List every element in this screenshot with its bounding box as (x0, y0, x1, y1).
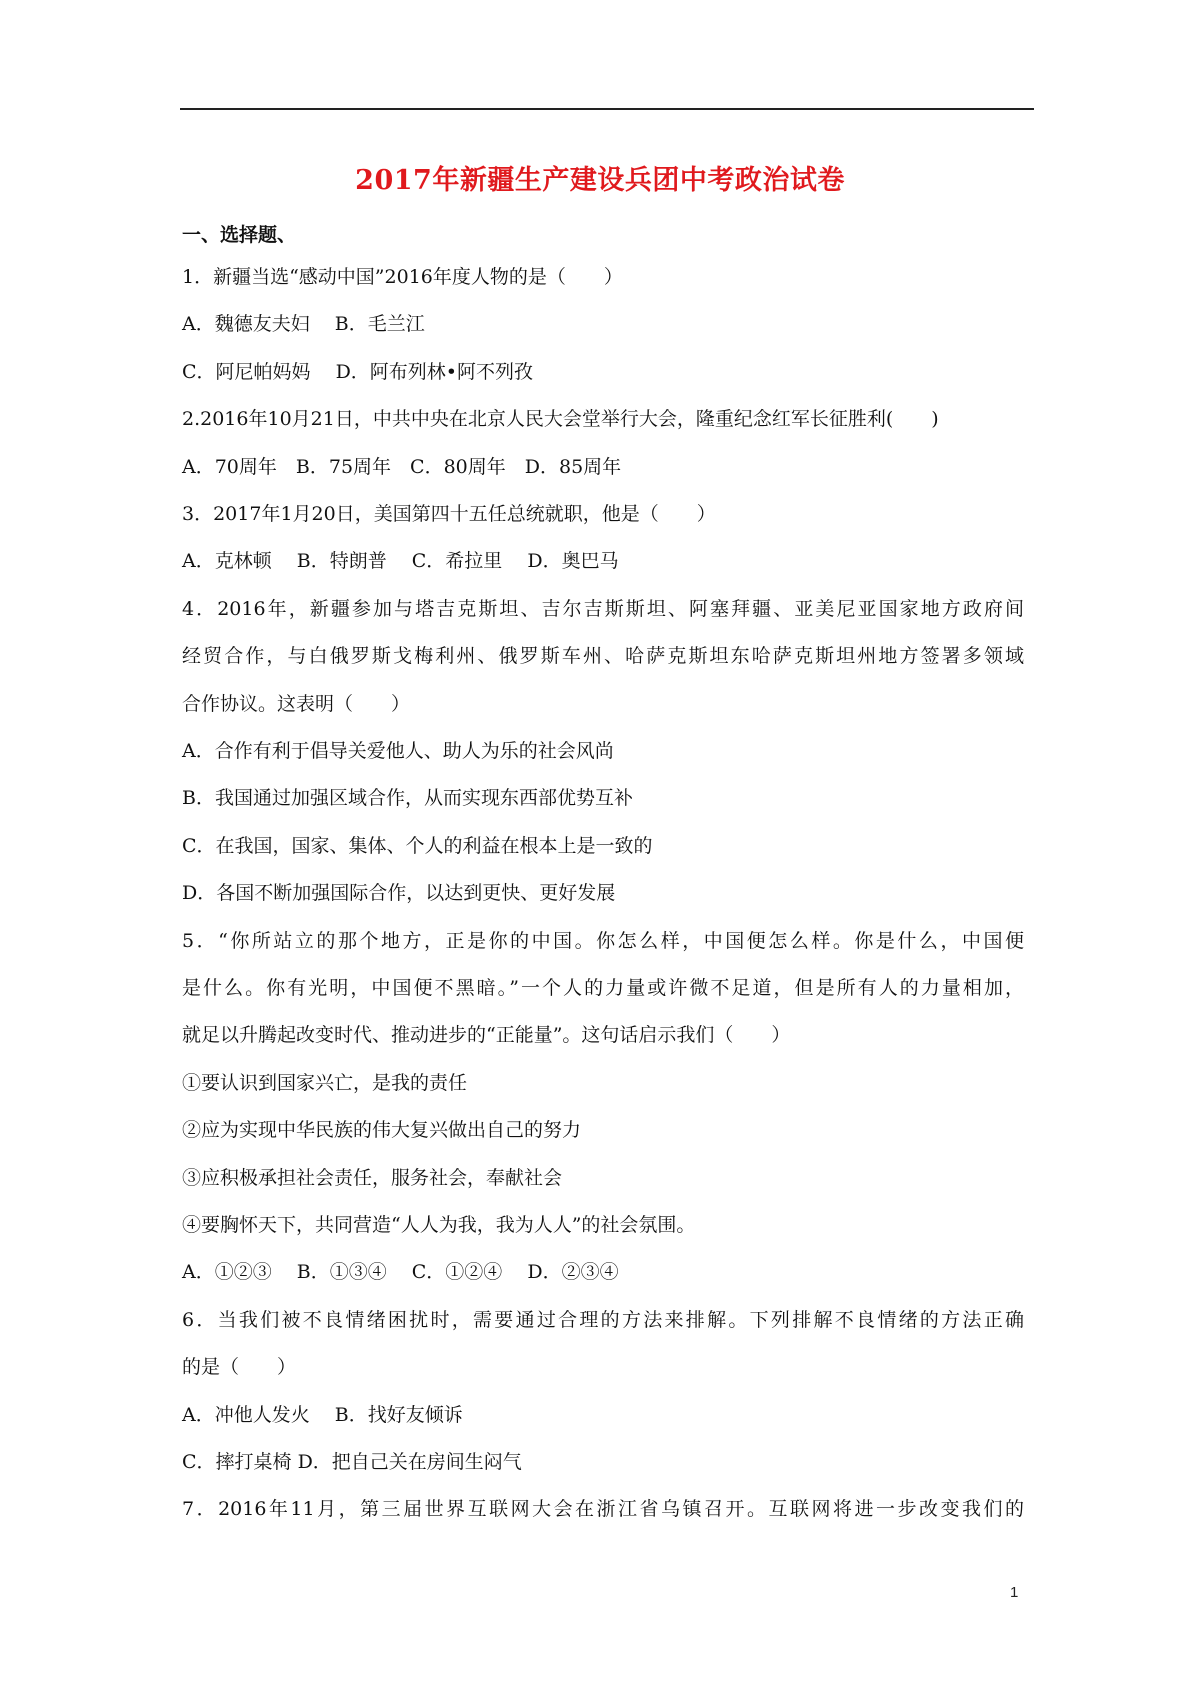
text-line: D．各国不断加强国际合作，以达到更快、更好发展 (182, 882, 616, 904)
text-line: 是什么。你有光明，中国便不黑暗。”一个人的力量或许微不足道，但是所有人的力量相加， (182, 977, 1024, 999)
text-line: 就足以升腾起改变时代、推动进步的“正能量”。这句话启示我们（ ） (182, 1024, 791, 1046)
text-line: A．合作有利于倡导关爱他人、助人为乐的社会风尚 (182, 740, 614, 762)
text-line: C．阿尼帕妈妈 D．阿布列林•阿不列孜 (182, 361, 534, 383)
text-line: ④要胸怀天下，共同营造“人人为我，我为人人”的社会氛围。 (182, 1214, 696, 1236)
text-line: A．克林顿 B．特朗普 C．希拉里 D．奥巴马 (182, 550, 619, 572)
page-number: 1 (1010, 1584, 1019, 1601)
text-line: C．摔打桌椅 D．把自己关在房间生闷气 (182, 1451, 522, 1473)
text-line: B．我国通过加强区域合作，从而实现东西部优势互补 (182, 787, 633, 809)
text-line: 6．当我们被不良情绪困扰时，需要通过合理的方法来排解。下列排解不良情绪的方法正确 (182, 1309, 1024, 1331)
text-line: C．在我国，国家、集体、个人的利益在根本上是一致的 (182, 835, 653, 857)
text-line: A．70周年 B．75周年 C．80周年 D．85周年 (182, 456, 622, 478)
text-line: ①要认识到国家兴亡，是我的责任 (182, 1072, 468, 1094)
text-line: 经贸合作，与白俄罗斯戈梅利州、俄罗斯车州、哈萨克斯坦东哈萨克斯坦州地方签署多领域 (182, 645, 1024, 667)
text-line: 4．2016年，新疆参加与塔吉克斯坦、吉尔吉斯斯坦、阿塞拜疆、亚美尼亚国家地方政府间 (182, 598, 1024, 620)
text-line: A．①②③ B．①③④ C．①②④ D．②③④ (182, 1261, 619, 1283)
exam-title: 2017年新疆生产建设兵团中考政治试卷 (355, 165, 845, 196)
text-line: 3．2017年1月20日，美国第四十五任总统就职，他是（ ） (182, 503, 716, 525)
text-line: ③应积极承担社会责任，服务社会，奉献社会 (182, 1167, 563, 1189)
text-line: A．冲他人发火 B．找好友倾诉 (182, 1404, 463, 1426)
text-line: 的是（ ） (182, 1356, 297, 1378)
text-line: A．魏德友夫妇 B．毛兰江 (182, 313, 425, 335)
text-line: ②应为实现中华民族的伟大复兴做出自己的努力 (182, 1119, 582, 1141)
text-line: 2.2016年10月21日，中共中央在北京人民大会堂举行大会，隆重纪念红军长征胜利( ) (182, 408, 939, 430)
header-rule (180, 108, 1034, 110)
text-line: 1．新疆当选“感动中国”2016年度人物的是（ ） (182, 266, 623, 288)
section-heading: 一、选择题、 (182, 224, 297, 246)
text-line: 合作协议。这表明（ ） (182, 693, 411, 715)
text-line: 5．“你所站立的那个地方，正是你的中国。你怎么样，中国便怎么样。你是什么，中国便 (182, 930, 1024, 952)
text-line: 7．2016年11月，第三届世界互联网大会在浙江省乌镇召开。互联网将进一步改变我们的 (182, 1498, 1024, 1520)
